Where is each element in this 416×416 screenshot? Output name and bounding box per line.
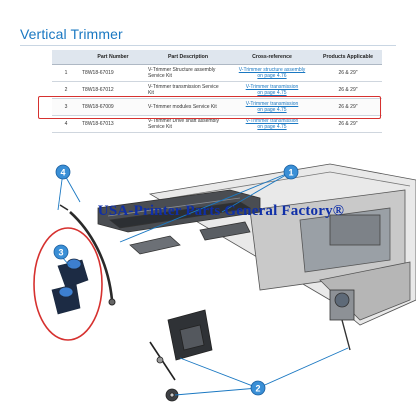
cross-reference-link[interactable]	[230, 65, 314, 82]
row-number: 1	[52, 65, 80, 82]
cross-reference-line1[interactable]: V-Trimmer transmission	[245, 101, 299, 107]
part-description-line1: V-Trimmer transmission Service	[148, 84, 219, 90]
callout-badge-1	[284, 165, 298, 179]
products-applicable: 26 & 29"	[314, 116, 382, 133]
table-row	[52, 65, 382, 82]
title-divider	[20, 45, 396, 46]
column-header-cross-reference: Cross-reference	[230, 50, 314, 65]
callout-label-1: 1	[288, 167, 294, 178]
part-number: T8W18-67009	[80, 99, 146, 116]
cross-reference-line1[interactable]: V-Trimmer structure assembly	[238, 67, 306, 73]
callout-badge-3	[54, 245, 68, 259]
column-header-products-applicable: Products Applicable	[314, 50, 382, 65]
part-number: T8W18-67013	[80, 116, 146, 133]
products-applicable: 26 & 29"	[314, 99, 382, 116]
cross-reference-line1[interactable]: V-Trimmer transmission	[245, 118, 299, 124]
page-title: Vertical Trimmer	[20, 26, 123, 42]
transmission-parts	[150, 310, 212, 401]
cross-reference-line2[interactable]: on page 4.76	[257, 73, 287, 79]
products-applicable: 26 & 29"	[314, 82, 382, 99]
part-description-line2: Service Kit	[148, 124, 172, 130]
highlighted-row-frame	[38, 96, 381, 119]
row-number: 2	[52, 82, 80, 99]
printer-chassis	[150, 164, 416, 325]
part-number: T8W18-67019	[80, 65, 146, 82]
cross-reference-line2[interactable]: on page 4.75	[257, 124, 287, 130]
products-applicable: 26 & 29"	[314, 65, 382, 82]
part-description-line1: V-Trimmer Drive shaft assembly	[148, 118, 219, 124]
trimmer-modules	[52, 259, 88, 314]
column-header-part-description: Part Description	[146, 50, 230, 65]
callout-label-4: 4	[60, 167, 66, 178]
callout-badge-4	[56, 165, 70, 179]
part-description-line2: Kit	[148, 90, 154, 96]
column-header-part-number: Part Number	[80, 50, 146, 65]
part-description	[146, 65, 230, 82]
part-description-line1: V-Trimmer Structure assembly	[148, 67, 216, 73]
column-header-index	[52, 50, 80, 65]
table-header-row	[52, 50, 382, 65]
callout-label-2: 2	[255, 383, 261, 394]
motor-assembly	[330, 290, 354, 350]
part-number: T8W18-67012	[80, 82, 146, 99]
cross-reference-line2[interactable]: on page 4.75	[257, 107, 287, 113]
exploded-parts-diagram	[0, 150, 416, 416]
row-number: 4	[52, 116, 80, 133]
cross-reference-line2[interactable]: on page 4.75	[257, 90, 287, 96]
watermark-text: USA-Printer Parts General Factory®	[97, 203, 345, 219]
callout-label-3: 3	[58, 247, 64, 258]
part-description-line1: V-Trimmer modules Service Kit	[148, 104, 217, 110]
part-description-line2: Service Kit	[148, 73, 172, 79]
callout-badge-2	[251, 381, 265, 395]
parts-table	[52, 50, 382, 133]
cross-reference-line1[interactable]: V-Trimmer transmission	[245, 84, 299, 90]
row-number: 3	[52, 99, 80, 116]
